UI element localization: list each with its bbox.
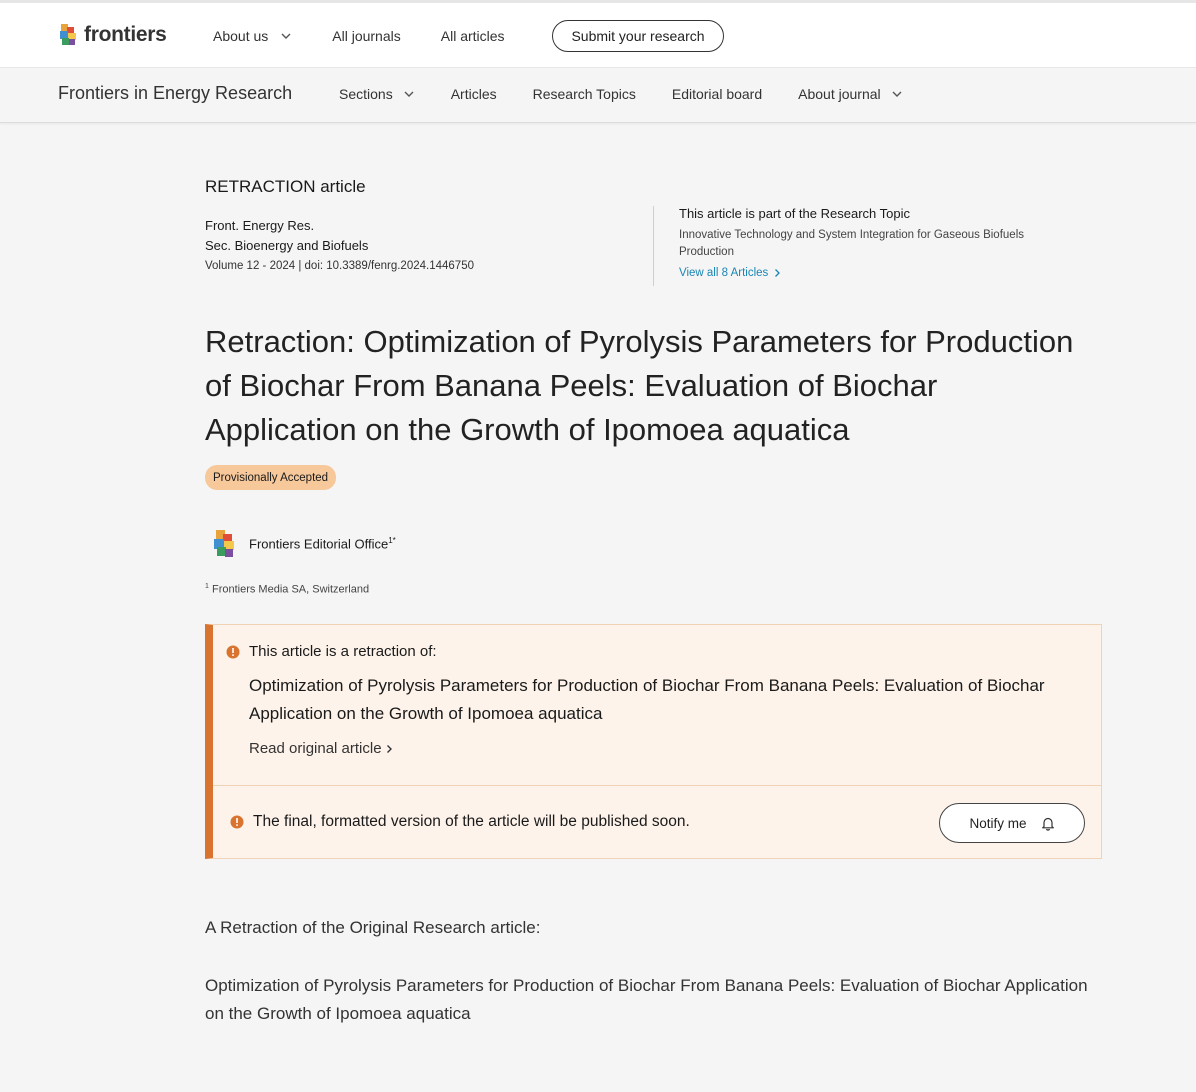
nav-all-journals[interactable] xyxy=(332,28,400,44)
journal-section[interactable]: Sec. Bioenergy and Biofuels xyxy=(205,238,369,253)
top-navbar xyxy=(0,0,1196,68)
submit-research-button[interactable]: Submit your research xyxy=(552,20,724,52)
retraction-notice-heading: This article is a retraction of: xyxy=(249,643,437,660)
chevron-down-icon xyxy=(891,90,903,98)
nav-all-journals-label: All journals xyxy=(332,27,401,44)
nav-all-articles-label: All articles xyxy=(440,27,505,44)
warning-icon xyxy=(230,815,244,829)
journal-nav-about-journal[interactable] xyxy=(798,86,903,102)
retraction-notice xyxy=(205,624,1102,859)
journal-nav-articles[interactable] xyxy=(451,86,497,102)
article-title: Retraction: Optimization of Pyrolysis Parameters for Production of Biochar From Banana Peels: Evaluation of Biochar Application on the Growth of Ipomoea aquatica xyxy=(205,324,1074,447)
notice-divider xyxy=(213,785,1101,786)
chevron-right-icon xyxy=(774,268,781,278)
research-topic-box xyxy=(653,206,1073,286)
frontiers-logo-icon xyxy=(58,23,80,47)
volume-doi: Volume 12 - 2024 | doi: 10.3389/fenrg.2024.1446750 xyxy=(205,260,474,272)
article-type-label: RETRACTION article xyxy=(205,177,366,196)
body-intro: A Retraction of the Original Research article: xyxy=(205,918,541,937)
journal-nav-about-journal-label: About journal xyxy=(798,86,881,102)
nav-about-us-label: About us xyxy=(213,27,269,44)
journal-navbar xyxy=(0,68,1196,123)
body-original-title: Optimization of Pyrolysis Parameters for Production of Biochar From Banana Peels: Evaluation of Biochar Application on the Growth of Ipomoea aquatica xyxy=(205,976,1088,1023)
logo-text: frontiers xyxy=(84,23,167,46)
journal-nav-sections-label: Sections xyxy=(339,86,393,102)
journal-nav-research-topics-label: Research Topics xyxy=(532,86,636,102)
affiliation-text: Frontiers Media SA, Switzerland xyxy=(211,583,370,596)
view-all-articles-link[interactable] xyxy=(679,267,1073,279)
bell-icon xyxy=(1041,816,1055,831)
journal-nav-research-topics[interactable] xyxy=(533,86,636,102)
chevron-down-icon xyxy=(280,32,292,40)
final-version-notice: The final, formatted version of the article will be published soon. xyxy=(253,813,690,830)
journal-title[interactable]: Frontiers in Energy Research xyxy=(58,83,293,103)
frontiers-logo[interactable] xyxy=(58,23,166,47)
affiliation xyxy=(205,583,369,596)
author[interactable] xyxy=(210,528,396,559)
warning-icon xyxy=(226,645,240,659)
nav-all-articles[interactable] xyxy=(441,28,505,44)
nav-about-us[interactable] xyxy=(213,28,292,44)
research-topic-heading: This article is part of the Research Topic xyxy=(679,206,910,221)
author-sup: 1* xyxy=(388,535,396,545)
research-topic-name[interactable]: Innovative Technology and System Integration for Gaseous Biofuels Production xyxy=(679,229,1024,258)
journal-nav xyxy=(339,68,939,120)
chevron-right-icon xyxy=(386,744,393,754)
notify-me-button[interactable] xyxy=(939,803,1085,843)
article-meta xyxy=(205,216,645,276)
journal-nav-sections[interactable] xyxy=(339,86,415,102)
read-original-article-link[interactable] xyxy=(249,740,393,757)
journal-abbrev[interactable]: Front. Energy Res. xyxy=(205,218,315,233)
author-name-text: Frontiers Editorial Office xyxy=(249,536,389,552)
journal-nav-editorial-board[interactable] xyxy=(672,86,762,102)
affiliation-sup: 1 xyxy=(205,583,209,590)
status-badge: Provisionally Accepted xyxy=(205,465,336,490)
journal-nav-editorial-board-label: Editorial board xyxy=(671,86,763,102)
avatar xyxy=(210,528,239,559)
view-all-articles-label: View all 8 Articles xyxy=(679,267,769,279)
read-original-article-label: Read original article xyxy=(249,740,382,757)
notify-me-label: Notify me xyxy=(969,815,1027,831)
original-article-title: Optimization of Pyrolysis Parameters for Production of Biochar From Banana Peels: Evaluation of Biochar Application on the Growth of Ipomoea aquatica xyxy=(249,676,1045,723)
journal-nav-articles-label: Articles xyxy=(450,86,497,102)
chevron-down-icon xyxy=(403,90,415,98)
top-nav xyxy=(213,3,505,68)
author-name xyxy=(249,536,396,551)
